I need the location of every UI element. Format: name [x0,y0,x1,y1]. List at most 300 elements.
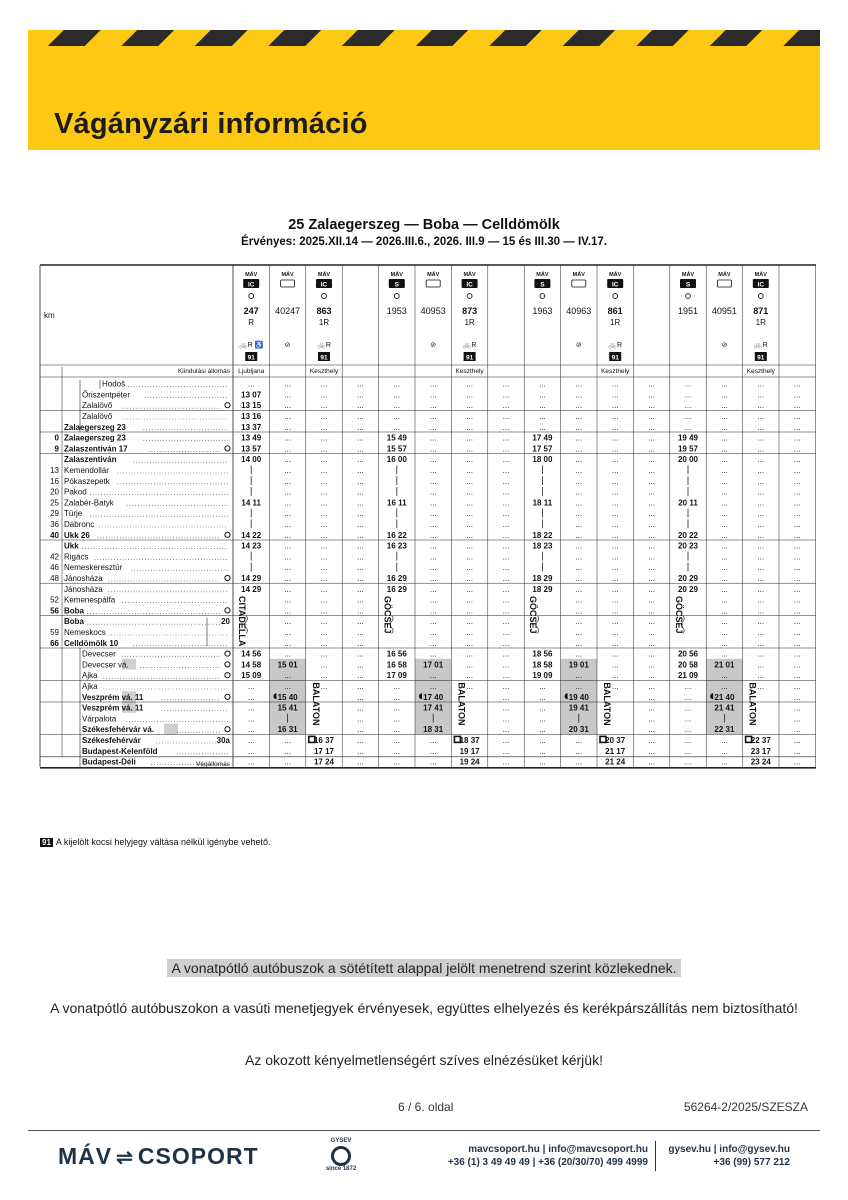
no-service: ... [357,703,364,713]
km-value: 16 [50,476,59,486]
station-name: Pakod [64,487,87,497]
no-service: ... [357,509,364,519]
no-service: ... [429,498,437,508]
train-number: 1963 [532,306,553,316]
no-service: ... [721,379,728,389]
no-service: ... [357,714,364,724]
message-shaded [0,958,848,978]
no-service: ... [466,390,473,400]
no-service: ... [502,422,510,432]
departure-time: 18 00 [532,455,553,465]
departure-time: 20 23 [677,541,699,551]
departure-time: 21 24 [605,757,626,767]
no-service: ... [357,498,364,508]
no-service: ... [429,638,437,648]
no-service: ... [611,520,619,529]
departure-time: 13 49 [241,433,262,443]
no-service: ... [539,422,546,432]
no-service: ... [284,541,291,551]
train-number: 1951 [677,306,699,316]
no-service: ... [575,390,583,400]
no-service: ... [357,692,364,702]
no-service: ... [284,606,291,616]
station-name: Zalalövő [82,412,113,421]
no-service: ... [539,714,546,724]
km-value: 13 [50,466,59,475]
departure-time: 18 29 [532,584,553,594]
no-service: ... [648,498,655,508]
departure-time: 19 17 [459,746,480,756]
no-service: ... [721,552,728,562]
no-service: ... [648,725,655,735]
no-service: ... [721,595,728,605]
no-service: ... [757,412,765,421]
station-name: Jánosháza [64,584,103,594]
bus-icon [281,280,295,287]
train-number: 40963 [566,306,592,316]
no-service: ... [466,574,473,583]
departure-time: 14 56 [241,649,262,659]
no-service: ... [721,509,728,519]
no-service: ... [684,412,692,421]
station-name: Zalalövő [82,401,113,411]
km-header: km [44,311,55,320]
no-service: ... [575,682,583,691]
no-service: ... [757,541,765,551]
no-service: ... [539,725,546,735]
destination-label: Végállomás [196,760,230,768]
logo-csoport: CSOPORT [137,1143,259,1169]
no-service: ... [466,649,473,659]
stop-circle-icon [540,294,545,299]
no-service: ... [284,466,291,475]
departure-time: 14 00 [241,455,262,465]
train-name-vertical: GÖCSEJ [382,596,393,634]
station-name: Budapest-Déli [82,757,136,767]
no-service: ... [757,401,765,411]
operator-label: MÁV [245,272,258,278]
departure-time: 13 16 [241,412,262,421]
terminus-circle-icon [225,446,230,451]
no-service: ... [502,466,510,475]
no-service: ... [357,584,364,594]
no-service: ... [575,412,583,421]
no-service: ... [502,520,510,529]
no-service: ... [429,455,437,465]
departure-time: 20 56 [677,649,699,659]
departure-time: 17 57 [532,444,553,454]
gysev-bottom-text: since 1872 [325,1166,357,1172]
no-service: ... [466,401,473,411]
no-service: ... [357,422,364,432]
no-service: ... [648,714,655,724]
no-service: ... [793,606,801,616]
no-service: ... [793,422,801,432]
no-service: ... [575,466,583,475]
no-service: ... [320,628,328,637]
no-service: ... [502,509,510,519]
km-value: 66 [50,638,59,648]
no-service: ... [793,444,801,454]
departure-time: 15 09 [241,671,262,681]
no-service: ... [393,390,401,400]
services-icon: 🚲R [608,342,623,349]
services-icon: ⊘ [575,342,582,349]
no-service: ... [611,671,619,681]
no-service: ... [648,379,655,389]
no-service: ... [247,379,255,389]
no-service: ... [247,736,255,745]
no-service: ... [357,746,364,756]
train-name-vertical: CITADELLA [237,596,247,647]
station-name: Zalaszentiván [64,455,117,465]
station-highlight [164,724,178,735]
departure-time: 17 09 [386,671,407,681]
station-name: Dabronc [64,520,95,529]
no-service: ... [466,530,473,540]
no-service: ... [320,401,328,411]
no-service: ... [502,617,510,627]
no-service: ... [539,412,546,421]
no-service: ... [648,595,655,605]
no-service: ... [793,401,801,411]
no-service: ... [793,552,801,562]
no-service: ... [284,509,291,519]
departure-time: 19 40 [568,692,589,702]
no-service: ... [466,682,473,691]
train-number: 861 [607,306,623,316]
no-service: ... [648,703,655,713]
no-service: ... [757,455,765,465]
no-service: ... [793,638,801,648]
departure-time: 23 24 [750,757,771,767]
no-service: ... [429,552,437,562]
station-name: Veszprém vá. 11 [82,692,144,702]
no-service: ... [284,444,291,454]
terminus-circle-icon [225,694,230,699]
departure-time: 20 29 [677,574,699,583]
no-service: ... [757,530,765,540]
bus-icon [426,280,440,287]
no-service: ... [284,455,291,465]
operator-label: MÁV [681,272,695,278]
no-service: ... [502,628,510,637]
no-service: ... [575,638,583,648]
operator-label: MÁV [718,272,731,278]
no-service: ... [575,444,583,454]
train-name-vertical: BALATON [602,682,612,726]
station-name: Zalaegerszeg 23 [64,433,126,443]
reservation-label: 1R [318,318,330,327]
no-service: ... [648,466,655,475]
no-service: ... [502,606,510,616]
no-service: ... [393,746,401,756]
no-service: ... [757,466,765,475]
no-service: ... [648,574,655,583]
no-service: ... [357,412,364,421]
no-service: ... [502,649,510,659]
station-name: Zalabér-Batyk [64,498,114,508]
no-service: ... [466,660,473,670]
station-name: Hodoš [102,379,126,389]
no-service: ... [757,487,765,497]
no-service: ... [502,660,510,670]
departure-time: 17 49 [532,433,553,443]
no-service: ... [575,617,583,627]
terminus-circle-icon [225,673,230,678]
no-service: ... [793,487,801,497]
station-name: Jánosháza [64,574,103,583]
gysev-web-email[interactable]: gysev.hu | info@gysev.hu [668,1144,790,1155]
badge-label: 91 [757,354,765,362]
no-service: ... [502,584,510,594]
no-service: ... [466,498,473,508]
train-name-vertical: GÖCSEJ [673,596,684,634]
no-service: ... [575,757,583,767]
no-service: ... [466,671,473,681]
logo-wave-icon: ⇌ [116,1147,134,1169]
no-service: ... [611,595,619,605]
no-service: ... [502,746,510,756]
reservation-label: R [248,318,255,327]
no-service: ... [721,530,728,540]
no-service: ... [648,422,655,432]
no-service: ... [793,725,801,735]
no-service: ... [429,757,437,767]
no-service: ... [793,476,801,486]
departure-time: 17 01 [423,660,444,670]
reservation-label: 1R [610,318,621,327]
station-name: Boba [64,617,84,627]
no-service: ... [429,606,437,616]
departure-time: 20 37 [605,736,626,745]
no-service: ... [575,476,583,486]
no-service: ... [721,487,728,497]
no-service: ... [648,746,655,756]
no-service: ... [793,530,801,540]
no-service: ... [284,746,291,756]
no-service: ... [757,390,765,400]
no-service: ... [466,552,473,562]
line-reference: 30a [216,736,230,745]
badge-label: 91 [320,354,328,362]
no-service: ... [502,476,510,486]
no-service: ... [284,412,291,421]
no-service: ... [684,379,692,389]
no-service: ... [357,390,364,400]
no-service: ... [757,617,765,627]
departure-time: 16 22 [386,530,407,540]
no-service: ... [539,692,546,702]
departure-time: 15 41 [277,703,298,713]
departure-time: 19 09 [532,671,553,681]
departure-time: 18 56 [532,649,553,659]
departure-time: 15 40 [277,692,298,702]
mav-contact [448,1143,648,1169]
no-service: ... [357,401,364,411]
departure-time: 21 09 [677,671,699,681]
services-icon: ⊘ [284,342,291,349]
document-reference: 56264-2/2025/SZESZA [683,1100,808,1114]
departure-time: 14 11 [241,498,261,508]
operator-label: MÁV [317,272,331,278]
no-service: ... [247,714,255,724]
departure-time: 17 40 [423,692,444,702]
no-service: ... [320,552,328,562]
no-service: ... [648,682,655,691]
train-number: 1953 [386,306,407,316]
no-service: ... [575,498,583,508]
no-service: ... [466,379,473,389]
no-service: ... [502,487,510,497]
train-number: 40247 [275,306,301,316]
no-service: ... [357,628,364,637]
station-name: Ukk [64,541,79,551]
no-service: ... [575,671,583,681]
no-service: ... [320,563,328,573]
bus-icon [572,280,586,287]
no-service: ... [684,757,692,767]
no-service: ... [357,574,364,583]
no-service: ... [539,390,546,400]
no-service: ... [320,422,328,432]
no-service: ... [393,412,401,421]
no-service: ... [575,628,583,637]
no-service: ... [466,606,473,616]
no-service: ... [320,638,328,648]
no-service: ... [393,725,401,735]
timetable-title: 25 Zalaegerszeg — Boba — Celldömölk [288,217,560,233]
km-value: 25 [50,498,59,508]
no-service: ... [793,498,801,508]
station-name: Rigács [64,552,89,562]
no-service: ... [721,746,728,756]
departure-time: 20 11 [678,498,698,508]
no-service: ... [393,703,401,713]
no-service: ... [284,671,291,681]
no-service: ... [793,671,801,681]
station-name: Ajka [82,671,98,681]
no-service: ... [721,682,728,691]
station-name: Pókaszepetk [64,476,110,486]
no-service: ... [393,736,401,745]
no-service: ... [793,714,801,724]
no-service: ... [466,509,473,519]
no-service: ... [284,487,291,497]
departure-time: 18 22 [532,530,553,540]
no-service: ... [793,757,801,767]
no-service: ... [648,476,655,486]
no-service: ... [539,746,546,756]
no-service: ... [429,617,437,627]
no-service: ... [757,660,765,670]
no-service: ... [793,412,801,421]
no-service: ... [575,379,583,389]
message-tickets: A vonatpótló autóbuszokon a vasúti menetjegyek érvényesek, együttes elhelyezés és kerékpárszállítás nem biztosítható! [50,1000,798,1016]
no-service: ... [502,455,510,465]
train-type-label: IC [757,281,765,289]
no-service: ... [793,509,801,519]
no-service: ... [466,520,473,529]
no-service: ... [611,682,619,691]
station-name: Nemeskeresztúr [64,563,123,573]
no-service: ... [357,649,364,659]
no-service: ... [502,401,510,411]
terminus-circle-icon [225,651,230,656]
no-service: ... [648,390,655,400]
no-service: ... [575,401,583,411]
no-service: ... [466,638,473,648]
no-service: ... [429,736,437,745]
no-service: ... [429,628,437,637]
no-service: ... [575,509,583,519]
footnote [40,837,271,847]
no-service: ... [502,714,510,724]
operator-label: MÁV [754,272,767,278]
no-service: ... [575,563,583,573]
station-name: Nemeskocs [64,628,106,637]
train-type-label: IC [611,281,619,289]
no-service: ... [793,736,801,745]
no-service: ... [284,563,291,573]
station-name: Veszprém vá. 11 [82,703,144,713]
operator-label: MÁV [281,272,294,278]
no-service: ... [721,736,728,745]
no-service: ... [611,422,619,432]
no-service: ... [611,466,619,475]
no-service: ... [757,584,765,594]
no-service: ... [502,390,510,400]
origin-station: Keszthely [601,368,630,375]
no-service: ... [648,660,655,670]
station-name: Devecser [82,649,116,659]
no-service: ... [575,574,583,583]
train-name-vertical: BALATON [456,682,467,726]
no-service: ... [429,563,437,573]
no-service: ... [502,412,510,421]
no-service: ... [793,628,801,637]
no-service: ... [284,584,291,594]
no-service: ... [721,444,728,454]
km-value: 42 [50,552,59,562]
no-service: ... [320,595,328,605]
no-service: ... [320,671,328,681]
no-service: ... [502,541,510,551]
mav-web-email[interactable]: mavcsoport.hu | info@mavcsoport.hu [468,1144,648,1155]
departure-time: 22 31 [714,725,735,735]
stop-circle-icon [249,294,254,299]
station-name: Budapest-Kelenföld [82,746,158,756]
no-service: ... [466,541,473,551]
services-icon: 🚲R [317,342,331,349]
stop-circle-icon [758,294,763,299]
no-service: ... [757,649,765,659]
no-service: ... [611,433,619,443]
no-service: ... [611,649,619,659]
no-service: ... [320,509,328,519]
no-service: ... [793,595,801,605]
no-service: ... [357,638,364,648]
no-service: ... [611,552,619,562]
no-service: ... [357,595,364,605]
no-service: ... [502,682,510,691]
no-service: ... [502,379,510,389]
no-service: ... [648,541,655,551]
message-apology: Az okozott kényelmetlenségért szíves elnézésüket kérjük! [245,1052,603,1068]
no-service: ... [684,714,692,724]
no-service: ... [247,703,255,713]
no-service: ... [793,574,801,583]
